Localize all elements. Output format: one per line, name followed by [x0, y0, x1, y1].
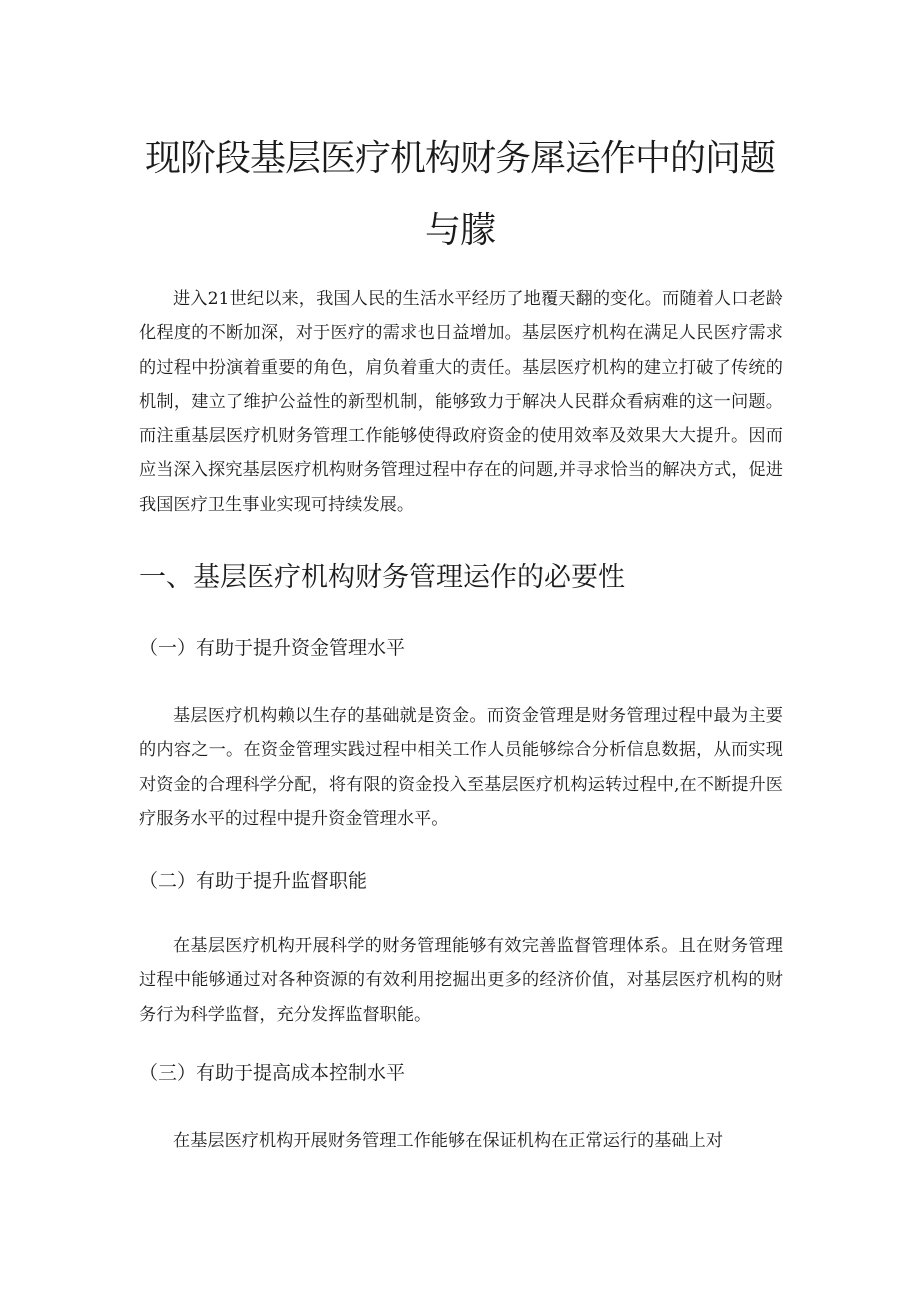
section-1-heading: 一、基层医疗机构财务管理运作的必要性: [139, 562, 625, 593]
intro-paragraph: 进入21世纪以来，我国人民的生活水平经历了地覆天翻的变化。而随着人口老龄化程度的不断加深，对于医疗的需求也日益增加。基层医疗机构在满足人民医疗需求的过程中扮演着重要的角色，肩负着重大的责任。基层医疗机构的建立打破了传统的机制，建立了维护公益性的新型机制，能够致力于解决人民群众看病难的这一问题。而注重基层医疗机财务管理工作能够使得政府资金的使用效率及效果大大提升。因而应当深入探究基层医疗机构财务管理过程中存在的问题,并寻求恰当的解决方式，促进我国医疗卫生事业实现可持续发展。: [139, 289, 783, 515]
subsection-1-heading: （一）有助于提升资金管理水平: [139, 637, 406, 659]
subsection-2-heading: （二）有助于提升监督职能: [139, 870, 368, 892]
subsection-1-paragraph: 基层医疗机构赖以生存的基础就是资金。而资金管理是财务管理过程中最为主要的内容之一。在资金管理实践过程中相关工作人员能够综合分析信息数据，从而实现对资金的合理科学分配，将有限的资金投入至基层医疗机构运转过程中,在不断提升医疗服务水平的过程中提升资金管理水平。: [139, 706, 783, 829]
subsection-3-heading: （三）有助于提高成本控制水平: [139, 1062, 406, 1084]
subsection-3-paragraph: 在基层医疗机构开展财务管理工作能够在保证机构在正常运行的基础上对: [173, 1131, 724, 1151]
subsection-2-paragraph: 在基层医疗机构开展科学的财务管理能够有效完善监督管理体系。且在财务管理过程中能够通过对各种资源的有效利用挖掘出更多的经济价值，对基层医疗机构的财务行为科学监督，充分发挥监督职能。: [139, 936, 783, 1025]
document-title-line-1: 现阶段基层医疗机构财务犀运作中的问题: [144, 138, 775, 179]
document-title-line-2: 与朦: [424, 210, 495, 251]
